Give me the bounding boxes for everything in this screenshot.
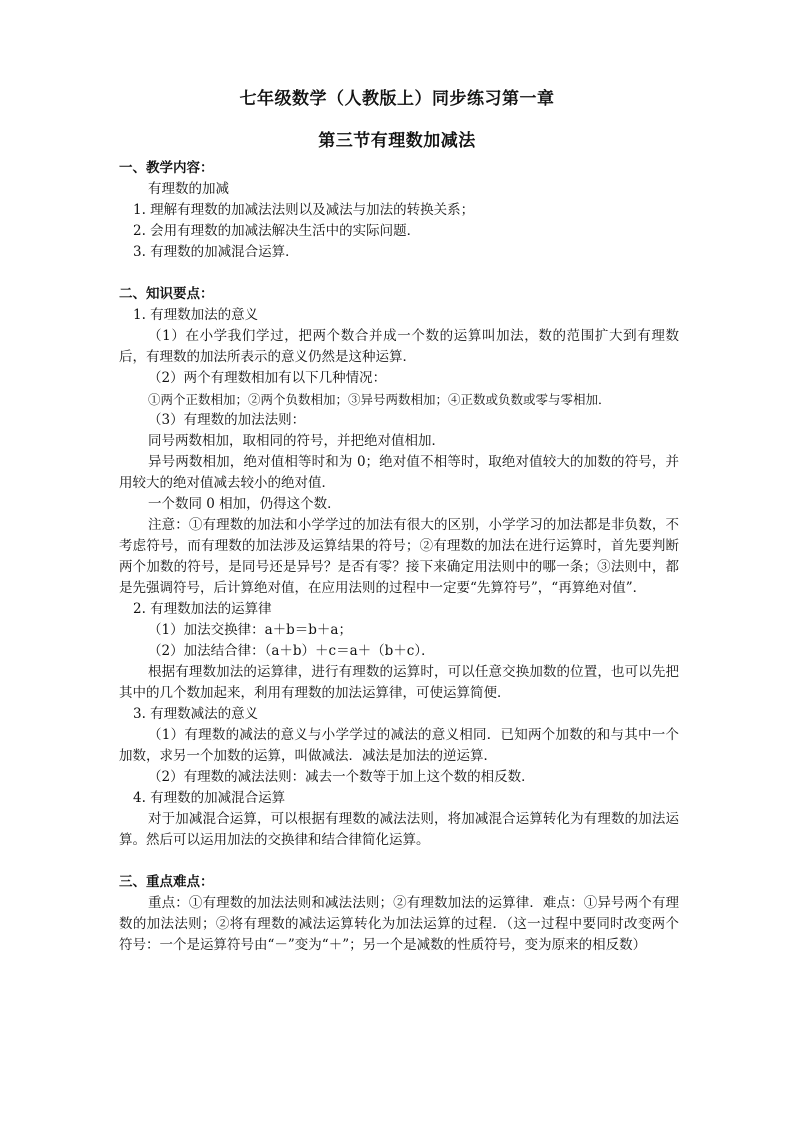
subsection-title: 2. 有理数加法的运算律 xyxy=(133,601,272,617)
document-title: 七年级数学（人教版上）同步练习第一章 xyxy=(239,89,555,109)
list-item: 有理数的加减 xyxy=(148,181,229,197)
document-body xyxy=(119,158,679,956)
subsection-title: 4. 有理数的加减混合运算 xyxy=(133,790,286,806)
paragraph: （1）在小学我们学过，把两个数合并成一个数的运算叫加法，数的范围扩大到有理数后，有理数的加法所表示的意义仍然是这种运算． xyxy=(119,328,679,365)
paragraph: （2）有理数的减法法则：减去一个数等于加上这个数的相反数． xyxy=(148,769,535,785)
formula-line: （1）加法交换律：a＋b＝b＋a； xyxy=(148,622,352,638)
paragraph: （1）有理数的减法的意义与小学学过的减法的意义相同．已知两个加数的和与其中一个加数，求另一个加数的运算，叫做减法．减法是加法的逆运算． xyxy=(119,727,679,764)
list-item: 1. 理解有理数的加减法法则以及减法与加法的转换关系； xyxy=(133,202,475,218)
paragraph: 对于加减混合运算，可以根据有理数的减法法则，将加减混合运算转化为有理数的加法运算。然后可以运用加法的交换律和结合律简化运算。 xyxy=(119,811,679,848)
section-heading-key-points: 三、重点难点： xyxy=(119,874,214,890)
subsection-title: 1. 有理数加法的意义 xyxy=(133,307,259,323)
list-item: 2. 会用有理数的加减法解决生活中的实际问题． xyxy=(133,223,421,239)
paragraph: 根据有理数加法的运算律，进行有理数的运算时，可以任意交换加数的位置，也可以先把其中的几个数加起来，利用有理数的加法运算律，可使运算简便． xyxy=(119,664,679,701)
section-heading-knowledge-points: 二、知识要点： xyxy=(119,286,214,302)
paragraph: 同号两数相加，取相同的符号，并把绝对值相加． xyxy=(148,433,445,449)
paragraph: 重点：①有理数的加法法则和减法法则；②有理数加法的运算律．难点：①异号两个有理数的加法法则；②将有理数的减法运算转化为加法运算的过程．（这一过程中要同时改变两个符号：一个是运算符号由“－”变为“＋”；另一个是减数的性质符号，变为原来的相反数） xyxy=(119,895,679,953)
paragraph: （2）两个有理数相加有以下几种情况： xyxy=(148,370,387,386)
paragraph: （3）有理数的加法法则： xyxy=(148,412,306,428)
paragraph: 异号两数相加，绝对值相等时和为 0；绝对值不相等时，取绝对值较大的加数的符号，并用较大的绝对值减去较小的绝对值． xyxy=(119,454,679,491)
list-item: 3. 有理数的加减混合运算． xyxy=(133,244,299,260)
subsection-title: 3. 有理数减法的意义 xyxy=(133,706,259,722)
paragraph: 一个数同 0 相加，仍得这个数． xyxy=(148,496,341,512)
formula-line: （2）加法结合律：（a＋b）＋c＝a＋（b＋c）． xyxy=(148,643,435,659)
section-subtitle: 第三节有理数加减法 xyxy=(318,131,476,151)
paragraph: 注意：①有理数的加法和小学学过的加法有很大的区别，小学学习的加法都是非负数，不考虑符号，而有理数的加法涉及运算结果的符号；②有理数的加法在进行运算时，首先要判断两个加数的符号，是同号还是异号？是否有零？接下来确定用法则中的哪一条；③法则中，都是先强调符号，后计算绝对值，在应用法则的过程中一定要“先算符号”，“再算绝对值”． xyxy=(119,517,679,596)
paragraph: ①两个正数相加；②两个负数相加；③异号两数相加；④正数或负数或零与零相加． xyxy=(148,392,611,407)
section-heading-teaching-content: 一、教学内容： xyxy=(119,160,214,176)
